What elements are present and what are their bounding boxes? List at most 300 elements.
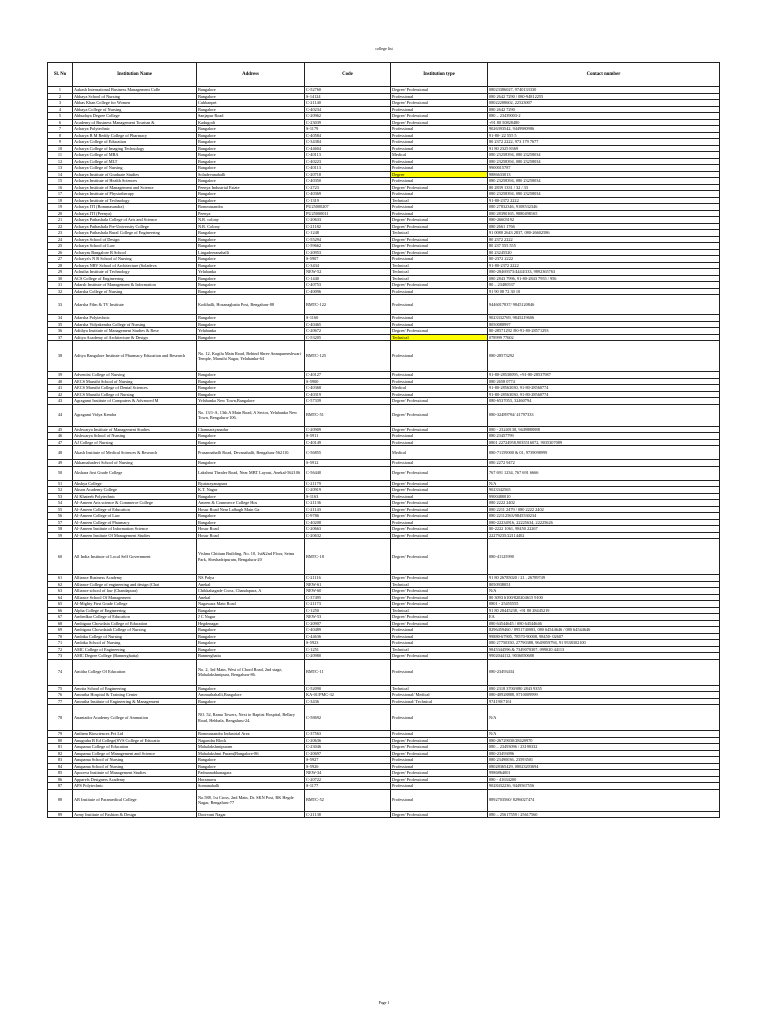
institution-type-cell: Degree/ Professional bbox=[391, 100, 488, 107]
address-cell: J C Nagar bbox=[197, 614, 305, 621]
code-cell: S-1160 bbox=[305, 315, 391, 322]
institution-type-cell: Professional bbox=[391, 178, 488, 185]
college-list-sheet bbox=[47, 62, 719, 818]
code-cell: S-1163 bbox=[305, 493, 391, 500]
address-cell: Bangalore bbox=[197, 262, 305, 269]
code-cell: BMTC-18 bbox=[305, 539, 391, 575]
address-cell: Ameen & Commerce College Hos bbox=[197, 500, 305, 507]
institution-type-cell: Professional bbox=[391, 204, 488, 211]
contact-number-cell: 974190/7161 bbox=[488, 698, 720, 705]
header-code: Code bbox=[305, 63, 391, 87]
contact-number-cell: 0801 - 25455555 bbox=[488, 601, 720, 608]
institution-type-cell: Degree/ Professional bbox=[391, 184, 488, 191]
sl-no-cell: 7 bbox=[48, 126, 73, 133]
address-cell: Bangalore bbox=[197, 230, 305, 237]
institution-name-cell: Acharya Pathashala College of Arts and Science bbox=[73, 217, 197, 224]
address-cell: Bangalore bbox=[197, 391, 305, 398]
institution-type-cell: Degree/ Professional bbox=[391, 588, 488, 595]
institution-type-cell: Degree/ Professional bbox=[391, 594, 488, 601]
contact-number-cell: 080 2272 9472 bbox=[488, 460, 720, 467]
sl-no-cell: 49 bbox=[48, 460, 73, 467]
contact-number-cell: 8050088997 bbox=[488, 321, 720, 328]
institution-name-cell: Acharya College of MBA bbox=[73, 152, 197, 159]
institution-name-cell: Achutha Institute of Technology bbox=[73, 269, 197, 276]
code-cell: C-58692 bbox=[305, 705, 391, 731]
sl-no-cell: 34 bbox=[48, 315, 73, 322]
address-cell: Chikkahagade Cross, Chandapura, A bbox=[197, 588, 305, 595]
table-row bbox=[48, 404, 720, 426]
code-cell: C-40465 bbox=[305, 321, 391, 328]
institution-type-cell: Degree/ Professional bbox=[391, 737, 488, 744]
institution-type-cell: Technical bbox=[391, 607, 488, 614]
address-cell: Bangalore bbox=[197, 145, 305, 152]
institution-name-cell: Anantador Academy College of Ammution bbox=[73, 705, 197, 731]
institution-type-cell: Degree/ Professional bbox=[391, 236, 488, 243]
code-cell: NEW-60 bbox=[305, 588, 391, 595]
code-cell: C-2723 bbox=[305, 184, 391, 191]
code-cell: C-21136 bbox=[305, 500, 391, 507]
code-cell: C-20632 bbox=[305, 532, 391, 539]
institution-name-cell: Aditya Academy of Architecture & Design bbox=[73, 334, 197, 341]
institution-type-cell: Professional bbox=[391, 132, 488, 139]
contact-number-cell: EA bbox=[488, 614, 720, 621]
institution-type-cell: Degree/ Professional bbox=[391, 620, 488, 627]
institution-type-cell: Professional bbox=[391, 783, 488, 790]
sl-no-cell: 81 bbox=[48, 744, 73, 751]
sl-no-cell: 15 bbox=[48, 178, 73, 185]
sl-no-cell: 46 bbox=[48, 433, 73, 440]
institution-name-cell: Aishwarya School of Nursing bbox=[73, 433, 197, 440]
sl-no-cell: 25 bbox=[48, 243, 73, 250]
code-cell: C-40753 bbox=[305, 282, 391, 289]
address-cell: Bangalore bbox=[197, 256, 305, 263]
sl-no-cell: 5 bbox=[48, 113, 73, 120]
contact-number-cell: 08022208602, 22523007 bbox=[488, 100, 720, 107]
contact-number-cell: 080-40928888, 8710009999 bbox=[488, 692, 720, 699]
institution-name-cell: Adarsha College of Nursing bbox=[73, 288, 197, 295]
code-cell: C-56855 bbox=[305, 446, 391, 460]
institution-type-cell: Degree/ Professional bbox=[391, 480, 488, 487]
institution-name-cell: Acharya's N R School of Nursing bbox=[73, 256, 197, 263]
institution-type-cell: Professional bbox=[391, 210, 488, 217]
institution-type-cell: Degree/ Professional bbox=[391, 770, 488, 777]
institution-name-cell: Adarsh Institute of Management & Information bbox=[73, 282, 197, 289]
institution-name-cell: Acharya School of Design bbox=[73, 236, 197, 243]
sl-no-cell: 52 bbox=[48, 487, 73, 494]
address-cell: Anekal bbox=[197, 594, 305, 601]
institution-name-cell: Al-Ameen College of Pharmacy bbox=[73, 519, 197, 526]
institution-type-cell: Degree/ Professional bbox=[391, 217, 488, 224]
contact-number-cell: 9023342565 bbox=[488, 487, 720, 494]
sl-no-cell: 38 bbox=[48, 341, 73, 372]
code-cell: C-20718 bbox=[305, 171, 391, 178]
code-cell: C-37563 bbox=[305, 731, 391, 738]
contact-number-cell: 080 – 23493096 / 23190332 bbox=[488, 744, 720, 751]
address-cell: Lingadeeranahalli bbox=[197, 249, 305, 256]
code-cell: KA-01/PMC-32 bbox=[305, 692, 391, 699]
institution-name-cell: Adventist College of Nursing bbox=[73, 372, 197, 379]
institution-name-cell: Ambika College of Nursing bbox=[73, 633, 197, 640]
institution-name-cell: Anupama College of Education bbox=[73, 744, 197, 751]
address-cell: Bangalore bbox=[197, 236, 305, 243]
address-cell: Horamavu bbox=[197, 776, 305, 783]
sl-no-cell: 65 bbox=[48, 601, 73, 608]
sl-no-cell: 13 bbox=[48, 165, 73, 172]
address-cell: N.R. Colony bbox=[197, 223, 305, 230]
code-cell: C-55294 bbox=[305, 236, 391, 243]
code-cell: S-1179 bbox=[305, 126, 391, 133]
code-cell: C-20636 bbox=[305, 737, 391, 744]
institution-name-cell: Acharya Institute of Health Sciences bbox=[73, 178, 197, 185]
sl-no-cell: 33 bbox=[48, 295, 73, 315]
address-cell: Bangalore bbox=[197, 321, 305, 328]
sl-no-cell: 19 bbox=[48, 204, 73, 211]
code-cell: C-40368 bbox=[305, 385, 391, 392]
code-cell: BMTC-11 bbox=[305, 659, 391, 685]
address-cell: Bangalore bbox=[197, 126, 305, 133]
code-cell: C-20919 bbox=[305, 487, 391, 494]
institution-type-cell: Professional bbox=[391, 640, 488, 647]
contact-number-cell: 080 23258394, 080 23258034 bbox=[488, 158, 720, 165]
sl-no-cell: 41 bbox=[48, 385, 73, 392]
address-cell: Soladevanahalli bbox=[197, 171, 305, 178]
address-cell: Padmanabhanagara bbox=[197, 770, 305, 777]
address-cell: Bommasandra Industrial Area bbox=[197, 731, 305, 738]
address-cell: Byatarayanapura bbox=[197, 480, 305, 487]
contact-number-cell: 080-26603192 bbox=[488, 217, 720, 224]
institution-type-cell: Professional bbox=[391, 757, 488, 764]
address-cell: Bangalore bbox=[197, 139, 305, 146]
institution-type-cell: Degree/ Professional bbox=[391, 113, 488, 120]
institution-name-cell: Abhaya College of Nursing bbox=[73, 106, 197, 113]
institution-type-cell: Professional bbox=[391, 256, 488, 263]
address-cell: N.R. colony bbox=[197, 217, 305, 224]
address-cell: Kodihalli, Hosanagbatta Post, Bengaluru-88 bbox=[197, 295, 305, 315]
institution-type-cell: Professional/ Medical bbox=[391, 692, 488, 699]
sl-no-cell: 73 bbox=[48, 653, 73, 660]
address-cell: Bommasandra bbox=[197, 204, 305, 211]
institution-type-cell: Professional bbox=[391, 433, 488, 440]
contact-number-cell: 91-80- 22 555 5 bbox=[488, 132, 720, 139]
code-cell: C-44604 bbox=[305, 145, 391, 152]
sl-no-cell: 53 bbox=[48, 493, 73, 500]
institution-type-cell: Degree/ Professional bbox=[391, 532, 488, 539]
sl-no-cell: 32 bbox=[48, 288, 73, 295]
contact-number-cell: 80-2222 1061, 98450 22267 bbox=[488, 526, 720, 533]
institution-name-cell: Abhudaya Degree College bbox=[73, 113, 197, 120]
contact-number-cell: 91 90 08 72 30 10 bbox=[488, 288, 720, 295]
contact-number-cell: N/A bbox=[488, 480, 720, 487]
contact-number-cell: 080-41125990 bbox=[488, 539, 720, 575]
page-footer: Page 1 bbox=[378, 1000, 390, 1005]
address-cell: Bannerghatta bbox=[197, 653, 305, 660]
address-cell: Nagondra Block bbox=[197, 737, 305, 744]
contact-number-cell: 80 2372 2222 bbox=[488, 236, 720, 243]
address-cell: K.T. Nagar bbox=[197, 487, 305, 494]
institution-name-cell: Acharya Institute of Management and Science bbox=[73, 184, 197, 191]
sl-no-cell: 6 bbox=[48, 119, 73, 126]
address-cell: Bangalore bbox=[197, 158, 305, 165]
institution-type-cell: Professional bbox=[391, 139, 488, 146]
contact-number-cell: 080-23493434 bbox=[488, 659, 720, 685]
contact-number-cell: 080-28573292 bbox=[488, 341, 720, 372]
sl-no-cell: 76 bbox=[48, 692, 73, 699]
contact-number-cell: 08023386027, 9740133330 bbox=[488, 87, 720, 94]
code-cell: C-23039 bbox=[305, 119, 391, 126]
institution-name-cell: Al-Ameen College of Law bbox=[73, 513, 197, 520]
code-cell: C-21173 bbox=[305, 601, 391, 608]
sl-no-cell: 35 bbox=[48, 321, 73, 328]
address-cell: Doorvani Nagar bbox=[197, 811, 305, 818]
address-cell: Bangalore bbox=[197, 627, 305, 634]
institution-name-cell: Acharya Polytechnic bbox=[73, 126, 197, 133]
code-cell: C-21143 bbox=[305, 506, 391, 513]
code-cell: C-40149 bbox=[305, 439, 391, 446]
institution-type-cell: Professional bbox=[391, 627, 488, 634]
sl-no-cell: 68 bbox=[48, 620, 73, 627]
address-cell: Hosur Road Near Lalbagh Main Ga bbox=[197, 506, 305, 513]
address-cell: Bangalore bbox=[197, 646, 305, 653]
institution-type-cell: Technical bbox=[391, 646, 488, 653]
institution-type-cell: Technical bbox=[391, 581, 488, 588]
contact-number-cell: 080 23457799 bbox=[488, 433, 720, 440]
contact-number-cell: 91 80 2325 8369 bbox=[488, 145, 720, 152]
address-cell: NO. 52, Rama Towers, Next to Baptist Hospital, Bellary Road, Hebbala, Bengaluru-24. bbox=[197, 705, 305, 731]
address-cell: Yelahanka New Town,Bangalore bbox=[197, 398, 305, 405]
contact-number-cell: 080 28390165, 9880498165 bbox=[488, 210, 720, 217]
table-row bbox=[48, 811, 720, 818]
address-cell: Bangalore bbox=[197, 698, 305, 705]
code-cell: C-56440 bbox=[305, 466, 391, 480]
address-cell: Bangalore bbox=[197, 275, 305, 282]
contact-number-cell: 080 23258394, 080 23258034 bbox=[488, 191, 720, 198]
code-cell: C-52090 bbox=[305, 685, 391, 692]
code-cell: C-9786 bbox=[305, 513, 391, 520]
sl-no-cell: 78 bbox=[48, 705, 73, 731]
institution-name-cell: Ambedkar College of Education bbox=[73, 614, 197, 621]
code-cell: C-40369 bbox=[305, 191, 391, 198]
institution-name-cell: Anthem Biosciences Pvt Ltd bbox=[73, 731, 197, 738]
code-cell: C-40127 bbox=[305, 372, 391, 379]
contact-number-cell: 080 2318 3700/080 2843 9355 bbox=[488, 685, 720, 692]
institution-name-cell: Akash Institute of Medical Sciences & Research bbox=[73, 446, 197, 460]
sl-no-cell: 8 bbox=[48, 132, 73, 139]
address-cell: Peenya bbox=[197, 210, 305, 217]
table-row bbox=[48, 705, 720, 731]
contact-number-cell: 91-80-28530095, +91-80-28537987 bbox=[488, 372, 720, 379]
sl-no-cell: 43 bbox=[48, 398, 73, 405]
address-cell: Bangalore bbox=[197, 87, 305, 94]
sl-no-cell: 26 bbox=[48, 249, 73, 256]
contact-number-cell: 080-71159000 & 01, 9739098999 bbox=[488, 446, 720, 460]
institution-name-cell: AECS Maruthi School of Nursing bbox=[73, 378, 197, 385]
institution-type-cell: Degree/ Professional bbox=[391, 750, 488, 757]
institution-type-cell: Degree/ Professional bbox=[391, 328, 488, 335]
contact-number-cell: 080-28469373/4444/333, 9892365763 bbox=[488, 269, 720, 276]
sl-no-cell: 23 bbox=[48, 230, 73, 237]
contact-number-cell: 080 – 23439003-2 bbox=[488, 113, 720, 120]
contact-number-cell: 80-28571292 /80-91-80-28571293 bbox=[488, 328, 720, 335]
sl-no-cell: 10 bbox=[48, 145, 73, 152]
sl-no-cell: 87 bbox=[48, 783, 73, 790]
address-cell: Bangalore bbox=[197, 607, 305, 614]
sl-no-cell: 30 bbox=[48, 275, 73, 282]
institution-name-cell: Agragami Institute of Computers & Advanced M bbox=[73, 398, 197, 405]
header-address: Address bbox=[197, 63, 305, 87]
institution-name-cell: Acharya College of MLT bbox=[73, 158, 197, 165]
contact-number-cell: 080 23490036, 23593501 bbox=[488, 757, 720, 764]
address-cell: Bangalore bbox=[197, 243, 305, 250]
sl-no-cell: 50 bbox=[48, 466, 73, 480]
sl-no-cell: 51 bbox=[48, 480, 73, 487]
institution-name-cell: Acharya College of Education bbox=[73, 139, 197, 146]
code-cell: PU25000011 bbox=[305, 210, 391, 217]
institution-name-cell: Akkamahadevi School of Nursing bbox=[73, 460, 197, 467]
institution-name-cell: AMC College of Engineering bbox=[73, 646, 197, 653]
contact-number-cell: 80 2839 1331 / 32 / 33 bbox=[488, 184, 720, 191]
address-cell: Bangalore bbox=[197, 315, 305, 322]
contact-number-cell: 080 – 25617559 / 25617560 bbox=[488, 811, 720, 818]
institution-name-cell: Al-Ameen College of Education bbox=[73, 506, 197, 513]
institution-name-cell: Akshya College bbox=[73, 480, 197, 487]
code-cell: S-5926 bbox=[305, 763, 391, 770]
contact-number-cell: 080 23258394, 080 23258034 bbox=[488, 178, 720, 185]
address-cell: Bangalore bbox=[197, 519, 305, 526]
institution-name-cell: AMC Degree College (Bannerghatta) bbox=[73, 653, 197, 660]
code-cell: C-40234 bbox=[305, 106, 391, 113]
code-cell: C-40319 bbox=[305, 391, 391, 398]
address-cell: Bangalore bbox=[197, 460, 305, 467]
sl-no-cell: 86 bbox=[48, 776, 73, 783]
contact-number-cell: N/A bbox=[488, 705, 720, 731]
address-cell: Hosur Road bbox=[197, 532, 305, 539]
institution-name-cell: Anugraha B Ed College(SVS College of Educatio bbox=[73, 737, 197, 744]
institution-name-cell: Apparels Designers Academy bbox=[73, 776, 197, 783]
code-cell: S-5911 bbox=[305, 433, 391, 440]
code-cell: S-5927 bbox=[305, 757, 391, 764]
address-cell: Bangalore bbox=[197, 165, 305, 172]
code-cell: C-40096 bbox=[305, 288, 391, 295]
contact-number-cell: 9902044112, 9036050688 bbox=[488, 653, 720, 660]
address-cell: Bangalore bbox=[197, 385, 305, 392]
institution-name-cell: Acharya Pathashala Rural College of Engineering bbox=[73, 230, 197, 237]
address-cell: NS Palya bbox=[197, 575, 305, 582]
institution-name-cell: Al-Mighty First Grade College bbox=[73, 601, 197, 608]
code-cell: C-23046 bbox=[305, 744, 391, 751]
sl-no-cell: 20 bbox=[48, 210, 73, 217]
institution-type-cell: Professional bbox=[391, 288, 488, 295]
sl-no-cell: 36 bbox=[48, 328, 73, 335]
institution-type-cell: Degree/ Professional bbox=[391, 243, 488, 250]
sl-no-cell: 57 bbox=[48, 519, 73, 526]
institution-name-cell: Abhaya School of Nursing bbox=[73, 93, 197, 100]
contact-number-cell: 080 2658 0774 bbox=[488, 378, 720, 385]
contact-number-cell: 9986864001 bbox=[488, 770, 720, 777]
address-cell: No.588, 1st Cross, 2nd Main, Dr. SKN Post, RK Hegde Nagar, Bengaluru-77 bbox=[197, 789, 305, 811]
code-cell: C-20907 bbox=[305, 620, 391, 627]
address-cell: Bangalore bbox=[197, 763, 305, 770]
code-cell: C-40489 bbox=[305, 627, 391, 634]
code-cell: S-1177 bbox=[305, 783, 391, 790]
sl-no-cell: 3 bbox=[48, 100, 73, 107]
contact-number-cell: 80 3093 6100/820204615 9100 bbox=[488, 594, 720, 601]
code-cell: C-1440 bbox=[305, 275, 391, 282]
institution-type-cell: Professional bbox=[391, 731, 488, 738]
address-cell: Nagawara Main Road bbox=[197, 601, 305, 608]
address-cell: Sanjapur Road bbox=[197, 113, 305, 120]
institution-type-cell: Degree/ Professional bbox=[391, 601, 488, 608]
institution-name-cell: ACS College of Engineering bbox=[73, 275, 197, 282]
contact-number-cell: 767 691 1234, 767 691 6666 bbox=[488, 466, 720, 480]
sl-no-cell: 2 bbox=[48, 93, 73, 100]
address-cell: Bangalore bbox=[197, 372, 305, 379]
institution-type-cell: Professional bbox=[391, 519, 488, 526]
code-cell: C-57339 bbox=[305, 398, 391, 405]
table-row bbox=[48, 789, 720, 811]
contact-number-cell: 080 2661 1766 bbox=[488, 223, 720, 230]
contact-number-cell: 080-6537053, 32460794 bbox=[488, 398, 720, 405]
sl-no-cell: 72 bbox=[48, 646, 73, 653]
institution-type-cell: Professional bbox=[391, 439, 488, 446]
address-cell: Cubbanpet bbox=[197, 100, 305, 107]
code-cell: C-20663 bbox=[305, 526, 391, 533]
code-cell: NEW-53 bbox=[305, 614, 391, 621]
address-cell: Bangalore bbox=[197, 633, 305, 640]
code-cell: S-5923 bbox=[305, 640, 391, 647]
institution-type-cell: Degree/ Professional bbox=[391, 506, 488, 513]
institution-type-cell: Professional bbox=[391, 372, 488, 379]
institution-name-cell: Acharya College of Imaging Technology bbox=[73, 145, 197, 152]
address-cell: Ammuthahalli,Bangalore bbox=[197, 692, 305, 699]
address-cell: Bangalore bbox=[197, 640, 305, 647]
code-cell: NEW-34 bbox=[305, 770, 391, 777]
table-header-row bbox=[48, 63, 720, 87]
code-cell: C-34384 bbox=[305, 139, 391, 146]
institution-type-cell: Medical bbox=[391, 152, 488, 159]
sl-no-cell: 55 bbox=[48, 506, 73, 513]
code-cell: C-40350 bbox=[305, 178, 391, 185]
code-cell: C-1251 bbox=[305, 646, 391, 653]
institution-name-cell: Abbas Khan College for Women bbox=[73, 100, 197, 107]
contact-number-cell: 80 – 23480537 bbox=[488, 282, 720, 289]
sl-no-cell: 75 bbox=[48, 685, 73, 692]
address-cell: Anekal bbox=[197, 581, 305, 588]
institution-name-cell: AJ College of Nursing bbox=[73, 439, 197, 446]
code-cell: C-59662 bbox=[305, 243, 391, 250]
institution-name-cell: Aishwarya Institute of Management Studies bbox=[73, 426, 197, 433]
address-cell: Bangalore bbox=[197, 288, 305, 295]
address-cell: No. 12, Kogilu Main Road, Behind Shree Annapurneshwari Temple, Maruthi Nagar, Yelahanka-64 bbox=[197, 341, 305, 372]
institution-name-cell: Alliance College of engineering and design (Chai bbox=[73, 581, 197, 588]
institution-name-cell: Acharyas Bangalore B School bbox=[73, 249, 197, 256]
institution-type-cell: Degree/ Professional bbox=[391, 487, 488, 494]
code-cell: C-3434 bbox=[305, 262, 391, 269]
address-cell: Bangalore bbox=[197, 378, 305, 385]
address-cell: Bangalore bbox=[197, 106, 305, 113]
sl-no-cell: 60 bbox=[48, 539, 73, 575]
sl-no-cell: 9 bbox=[48, 139, 73, 146]
address-cell: Vishnu Chittam Building, No. 10, 1st&2nd Floor, Seinu Park, Sheshadripuram, Bengaluru-20 bbox=[197, 539, 305, 575]
table-body bbox=[48, 87, 720, 818]
code-cell: C-1319 bbox=[305, 197, 391, 204]
code-cell: C-40208 bbox=[305, 519, 391, 526]
institution-type-cell: Degree/ Professional bbox=[391, 282, 488, 289]
sl-no-cell: 37 bbox=[48, 334, 73, 341]
code-cell: NEW-61 bbox=[305, 581, 391, 588]
address-cell: Channarayanadur bbox=[197, 426, 305, 433]
code-cell: C-40113 bbox=[305, 165, 391, 172]
sl-no-cell: 66 bbox=[48, 607, 73, 614]
